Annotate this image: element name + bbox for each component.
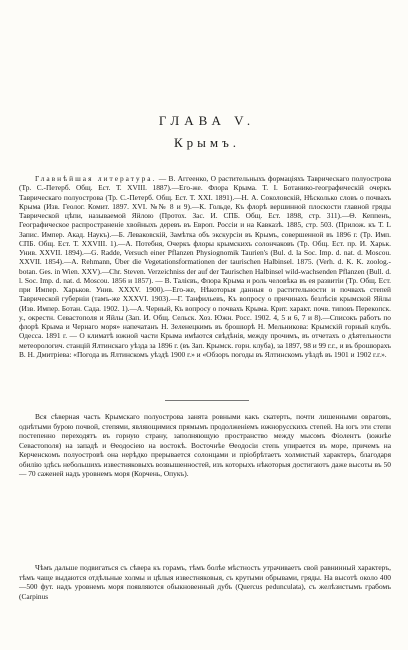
bibliography-text: — В. Аггеенко, О растительныхъ формаціяхъ Таврическаго полуострова (Тр. С.-Петерб. Общ. Ест. Т. XVIII. 1887).—Его-же. Флора Крыма. Т. I. Ботанико-географическій очеркъ Таврическаго полуострова (Тр. С.-Петерб. Общ. Ест. Т. XXI. 1891).—Н. А. Соколовскій, Нѣсколько словъ о почвахъ Крыма (Изв. Геолог. Комит. 1897. XVI. №№ 8 и 9).—К. Гольде, Къ флорѣ вершинной плоскости главной гряды Таврической цѣпи, называемой Яйлою (Протох. Зас. И. СПБ. Общ. Ест. 1898, стр. 311).—Ѳ. Кеппенъ, Географическое распространеніе хвойныхъ деревъ въ Европ. Россіи и на Кавказѣ. 1885, стр. 503. (Прилож. къ Т. L Запис. Импер. Акад. Наукъ).—Б. Леваковскій, Замѣтка объ экскурсіи въ Крымъ, совершенной въ 1896 г. (Тр. Имп. СПБ. Общ. Ест. Т. XXVIII. 1).—А. Потебня, Очеркъ флоры крымскихъ солончаковъ (Тр. Общ. Ест. пр. И. Харьк. Унив. XXVII. 1894).—G. Radde, Versuch einer Pflanzen Physiognomik Taurien's (Bul. d. la Soc. Imp. d. nat. d. Moscou. XXVII. 1854).—А. Rehmann, Über die Vegetationsformationen der taurischen Halbinsel. 1875. (Verh. d. K. K. zoolog.-botan. Ges. in Wien. XXV).—Chr. Steven. Verzeichniss der auf der Taurischen Halbinsel wild-wachsenden Pflanzen (Bull. d. l. Soc. Imp. d. nat. d. Moscou. 1856 и 1857). — В. Талієвъ, Флора Крыма и роль человѣка въ ея развитіи (Тр. Общ. Ест. при Импер. Харьков. Унив. XXXV. 1900).—Его-же, Нѣкоторыя данныя о растительности и почвахъ степей Таврической губерніи (тамъ-же XXXVI. 1903).—Г. Танфильевъ, Къ вопросу о причинахъ безлѣсія крымской Яйлы (Изв. Импер. Ботан. Сада. 1902. 1).—А. Черный, Къ вопросу о почвахъ Крыма. Крит. характ. почв. типовъ Перекопск. у., окрестн. Севастополя и Яйлы (Зап. И. Общ. Сельск. Хоз. Южн. Росс. 1902. 4, 5 и 6, 7 и 8).—Списокъ работъ по флорѣ Крыма и Чернаго моря» напечатанъ Н. Зеленецкимъ въ брошюрѣ Н. Мельникова: Крымскій горный клубъ. Одесса. 1891 г. — О климатѣ южной части Крыма имѣются свѣдѣнія, между прочимъ, въ отчетахъ о дѣятельности метеорологич. станцій Ялтинскаго уѣзда за 1896 г. (въ Зап. Крымск. горн. клуба), за 1897, 98 и 99 г.г., и въ брошюрахъ В. Н. Дмитріева: «Погода въ Ялтинскомъ уѣздѣ 1900 г.» и «Обзоръ погоды въ Ялтинскомъ уѣздѣ въ 1901 и 1902 г.г.». — [19, 174, 391, 359]
section-divider — [165, 400, 249, 401]
body-paragraph: Вся сѣверная часть Крымскаго полуострова занята ровными какъ скатерть, почти лишенными овраговъ, однѣтыми бурою почвой, степями, являющимися прямымъ продолженіемъ южнорусскихъ степей. На югъ эти степи постепенно переходятъ въ горную страну, заполняющую пространство между мысомъ Фіолентъ (южнѣе Севастополя) на западѣ и Ѳеодосіею на востокѣ. Восточнѣе Ѳеодосіи степь упирается въ море, причемъ на Керченскомъ полуостровѣ она нерѣдко прерывается солонцами и пріобрѣтаетъ холмистый характеръ, благодаря обилію здѣсь небольшихъ известняковыхъ возвышенностей, изъ которыхъ нѣкоторыя достигаютъ даже высоты въ 50 — 70 саженей надъ уровнемъ моря (Корчень, Опукъ). — [19, 412, 391, 478]
body-paragraph: Чѣмъ дальше подвигаться съ сѣвера къ горамъ, тѣмъ болѣе мѣстность утрачиваетъ свой равнинный характеръ, тѣмъ чаще выдаются отдѣльные холмы и цѣлыя известняковыя, съ крутыми обрывами, гряды. На высотѣ около 400—500 фут. надъ уровнемъ моря появляются обыкновенный дубъ (Quercus pedunculata), съ желѣзистымъ грабомъ (Carpinus — [19, 563, 391, 601]
bibliography-block — [19, 174, 391, 359]
chapter-title: Крымъ. — [173, 135, 241, 150]
chapter-heading: ГЛАВА V. — [158, 113, 256, 128]
bibliography-lead: Главнѣйшая литература. — [35, 174, 157, 183]
